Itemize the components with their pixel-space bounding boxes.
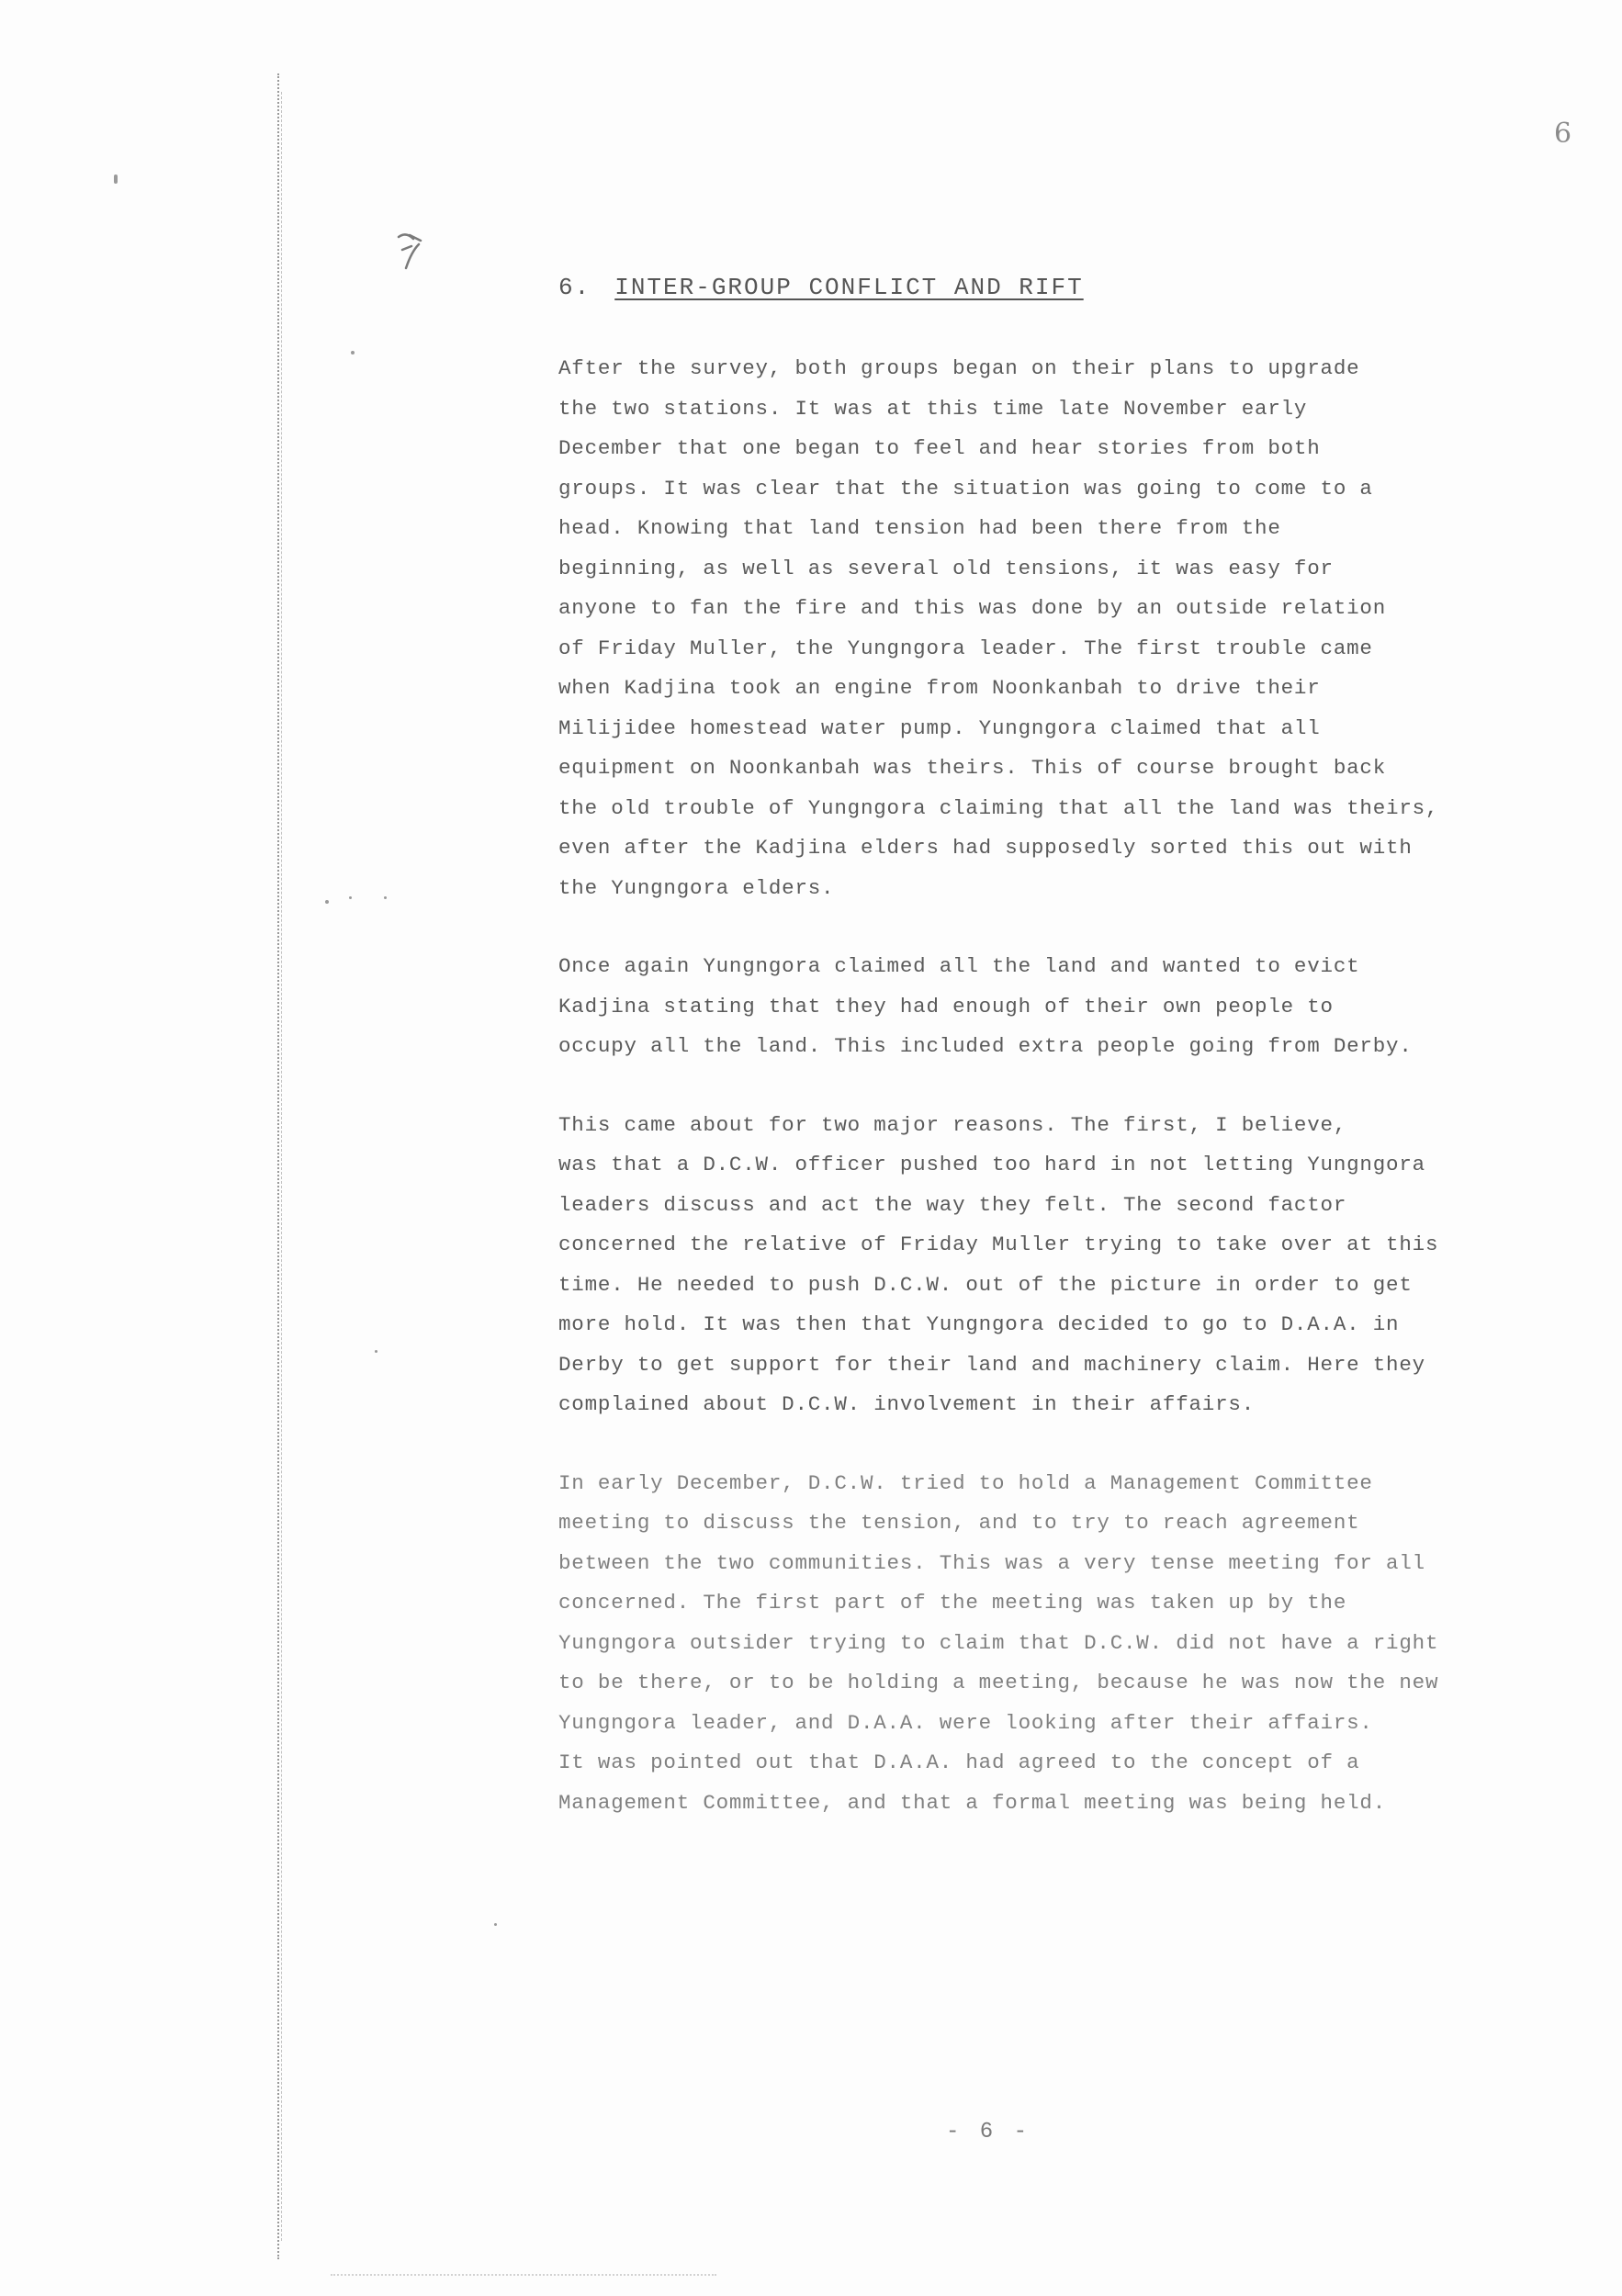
- binding-margin-line-secondary: [281, 92, 282, 2241]
- bottom-smudge: [331, 2274, 716, 2276]
- folio-number: 6: [1554, 118, 1574, 150]
- stray-mark-dot: [349, 896, 352, 899]
- stray-mark-dot: [494, 1923, 497, 1926]
- page-number-footer: - 6 -: [946, 2120, 1031, 2144]
- section-title: INTER-GROUP CONFLICT AND RIFT: [614, 274, 1084, 301]
- stray-mark-dot: [375, 1350, 377, 1353]
- pencil-mark-icon: [393, 228, 430, 272]
- stray-mark-dot: [384, 896, 387, 899]
- body-text: [558, 349, 1541, 1862]
- paragraph: Once again Yungngora claimed all the land and wanted to evict Kadjina stating that they had enough of their own people to occupy all the land. This included extra people going from Derby.: [558, 954, 1413, 1058]
- binding-margin-line: [277, 73, 279, 2259]
- section-number: 6.: [558, 274, 591, 301]
- stray-mark-top-left: [114, 174, 118, 184]
- stray-mark-dot: [325, 900, 329, 904]
- paragraph: This came about for two major reasons. The first, I believe, was that a D.C.W. officer pushed too hard in not letting Yungngora leaders discuss and act the way they felt. The second factor concerned the relative of Friday Muller trying to take over at this time. He needed to push D.C.W. out of the picture in order to get more hold. It was then that Yungngora decided to go to D.A.A. in Derby to get support for their land and machinery claim. Here they complained about D.C.W. involvement in their affairs.: [558, 1112, 1439, 1416]
- section-heading: [558, 274, 1084, 301]
- paragraph: In early December, D.C.W. tried to hold a Management Committee meeting to discuss the tension, and to try to reach agreement between the two communities. This was a very tense meeting for all concerned. The first part of the meeting was taken up by the Yungngora outsider trying to claim that D.C.W. did not have a right to be there, or to be holding a meeting, because he was now the new Yungngora leader, and D.A.A. were looking after their affairs. It was pointed out that D.A.A. had agreed to the concept of a Management Committee, and that a formal meeting was being held.: [558, 1470, 1439, 1815]
- paragraph: After the survey, both groups began on their plans to upgrade the two stations. It was at this time late November early December that one began to feel and hear stories from both groups. It was clear that the situation was going to come to a head. Knowing that land tension had been there from the beginning, as well as several old tensions, it was easy for anyone to fan the fire and this was done by an outside relation of Friday Muller, the Yungngora leader. The first trouble came when Kadjina took an engine from Noonkanbah to drive their Milijidee homestead water pump. Yungngora claimed that all equipment on Noonkanbah was theirs. This of course brought back the old trouble of Yungngora claiming that all the land was theirs, even after the Kadjina elders had supposedly sorted this out with the Yungngora elders.: [558, 356, 1439, 900]
- stray-mark-dot: [351, 351, 355, 355]
